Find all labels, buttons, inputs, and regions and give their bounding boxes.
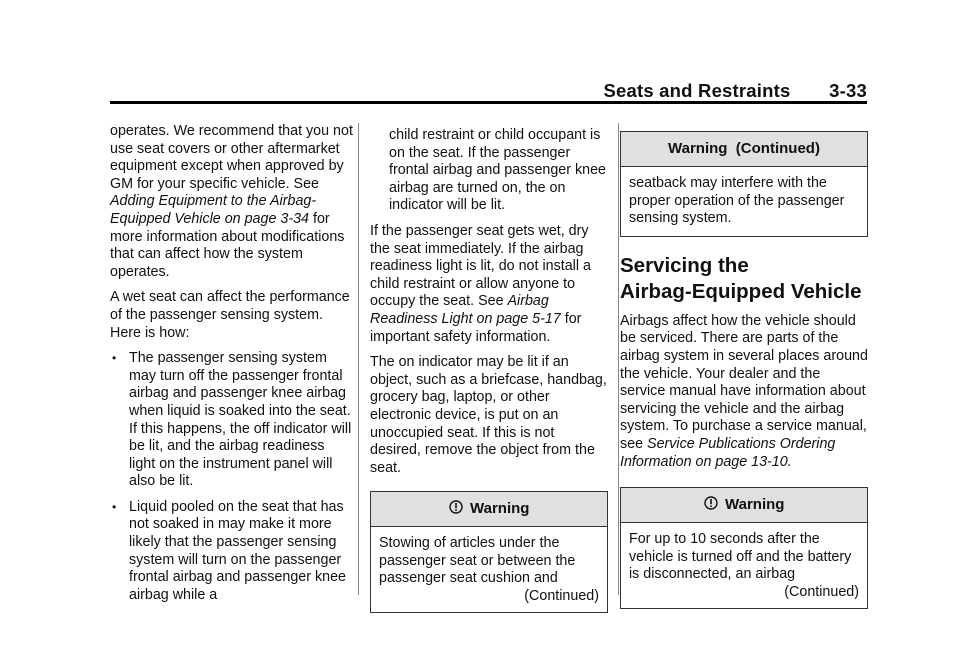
column-divider (618, 123, 619, 595)
warning-text: Stowing of articles under the passenger seat or between the passenger seat cushion and (379, 535, 576, 587)
text: for more information about modifications that can affect how the system operates. (110, 210, 345, 280)
section-heading (620, 253, 868, 305)
warning-body (621, 523, 867, 607)
list-item-text: Liquid pooled on the seat that has not soaked in may make it more likely that the passenger sensing system will turn on the passenger frontal airbag and passenger knee airbag while a (129, 498, 346, 603)
column-divider (358, 123, 359, 595)
warning-box (620, 487, 868, 608)
heading-line: Servicing the (620, 253, 749, 277)
warning-icon (449, 500, 467, 517)
column-3 (620, 131, 868, 609)
bullet-icon: • (112, 499, 117, 514)
warning-title: Warning (725, 496, 785, 514)
warning-text: seatback may interfere with the proper operation of the passenger sensing system. (629, 175, 845, 227)
warning-icon (704, 496, 722, 513)
warning-box (370, 491, 608, 612)
text: Airbags affect how the vehicle should be serviced. There are parts of the airbag system in several places around the vehicle. Your dealer and the service manual have information about servicing the vehicle and the airbag system. To purchase a service manual, see (620, 312, 868, 452)
page-number: 3-33 (829, 80, 867, 101)
cross-reference-link[interactable]: Airbag Readiness Light on page 5-17 (370, 293, 561, 327)
list-item-text: The passenger sensing system may turn off the passenger frontal airbag and passenger knee airbag when liquid is soaked into the seat. If this happens, the off indicator will be lit, and the airbag readiness light on the instrument panel will also be lit. (129, 350, 352, 490)
list-item (110, 499, 354, 605)
warning-header: Warning (Continued) (621, 132, 867, 167)
text: for important safety information. (370, 310, 582, 345)
list-item-continued: child restraint or child occupant is on the seat. If the passenger frontal airbag and passenger knee airbag are turned on, the on indicator will be lit. (389, 127, 606, 214)
cross-reference-link[interactable]: Adding Equipment to the Airbag-Equipped Vehicle on page 3-34 (110, 193, 317, 227)
column-1 (110, 123, 354, 612)
warning-title: Warning (470, 500, 530, 518)
text: If the passenger seat gets wet, dry the seat immediately. If the airbag readiness light is lit, do not install a child restraint or allow anyone to occupy the seat. See (370, 222, 591, 310)
warning-header (621, 488, 867, 523)
heading-line: Airbag-Equipped Vehicle (620, 279, 862, 303)
warning-body (371, 527, 607, 611)
column-2 (370, 123, 608, 613)
warning-box-continued (620, 131, 868, 237)
paragraph (370, 223, 608, 346)
text: operates. We recommend that you not use seat covers or other aftermarket equipment except when approved by GM for your specific vehicle. See (110, 123, 353, 192)
list-item (110, 350, 354, 491)
warning-header (371, 492, 607, 527)
section-title: Seats and Restraints (603, 80, 791, 101)
paragraph (110, 123, 354, 281)
header-rule (110, 101, 867, 104)
cross-reference-link[interactable]: Service Publications Ordering Information on page 13-10. (620, 435, 836, 470)
bullet-icon: • (112, 351, 117, 366)
warning-text: For up to 10 seconds after the vehicle is turned off and the battery is disconnected, an airbag (629, 531, 852, 583)
paragraph (620, 313, 868, 471)
paragraph: The on indicator may be lit if an object, such as a briefcase, handbag, grocery bag, laptop, or other electronic device, is put on an unoccupied seat. If this is not desired, remove the object from the seat. (370, 354, 607, 476)
continued-label: (Continued) (784, 583, 859, 600)
continued-label: (Continued) (524, 588, 599, 605)
paragraph: A wet seat can affect the performance of the passenger sensing system. Here is how: (110, 289, 350, 341)
